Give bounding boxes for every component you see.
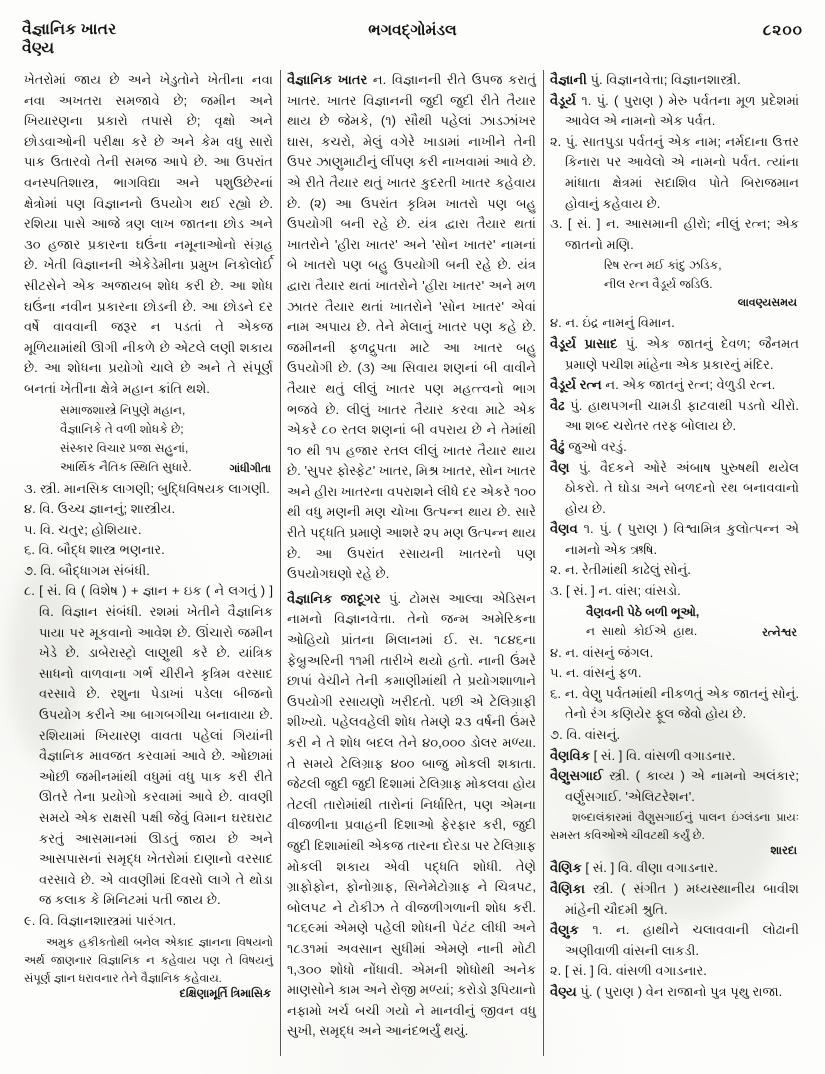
entry-definition: જુઓ વરડું. (568, 438, 627, 454)
entry-grammar: પું. (625, 335, 639, 351)
entry-definition: એક જાતનું દેવળ; જૈનમત પ્રમાણે પચીશ માંહેના એક પ્રકારનું મંદિર. (565, 335, 800, 372)
entry-grammar: ન. (565, 644, 579, 660)
sense-text: વિ. બૌદ્ધ શાસ્ત્ર ભણનાર. (38, 542, 165, 558)
entry-definition: ( પુરાણ ) વેન રાજાનો પુત્ર પૃથુ રાજા. (596, 983, 783, 999)
entry-definition: વાંસ; વાંસડો. (615, 583, 681, 599)
entry-definition: વિજ્ઞાનની રીતે ઉપજ કરાતું ખાતર. ખાતર વિજ્ઞાનની જુદી જુદી રીતે તૈયાર થાય છે જેમકે, (૧) સૌથી પહેલાં ઝાડઝાંખર ઘાસ, કચરો, મેલું વગેરે ખાડામાં નાખીને તેની ઉપર ઝાણુમાટીનું લીંપણ કરી નાખવામાં આવે છે. એ રીતે તૈયાર થતું ખાતર કુદરતી ખાતર કહેવાય છે. (૨) આ ઉપરાંત કૃત્રિમ ખાતરો પણ બહુ ઉપયોગી બની રહે છે. યંત્ર દ્વારા તૈયાર થતાં ખાતરોને 'હીરા ખાતર' અને 'સોન ખાતર' નામનાં બે ખાતરો પણ બહુ ઉપયોગી બની રહે છે. યંત્ર દ્વારા તૈયાર થતાં ખાતરોને 'હીરા ખાતર' અને મળ ઝાતર તૈયાર થતાં ખાતરોને 'સોન ખાતર' એવાં નામ અપાય છે. તેને મેલાનું ખાતર પણ કહે છે. જમીનની ફળદ્રુપતા માટે આ ખાતર બહુ ઉપયોગી છે. (૩) આ સિવાય શણનાં બી વાવીને તૈયાર થતું લીલું ખાતર પણ મહત્ત્વનો ભાગ ભજવે છે. લીલું ખાતર તૈયાર કરવા માટે એક એકરે ૮૦ રતલ શણનાં બી વપરાય છે ને તેમાંથી ૧૦ થી ૧૫ હજાર રતલ લીલું ખાતર તૈયાર થાય છે. 'સુપર ફોસ્ફેટ' ખાતર, મિશ્ર ખાતર, સોન ખાતર અને હીરા ખાતરના વપરાશને લીધે દર એકરે ૧૦૦ થી વધુ મણની મણ ચોખા ઉત્પન્ન થાય છે. સારે રીતે પદ્ધતિ પ્રમાણે આશરે ૨૫ મણ ઉત્પન્ન થાય છે. આ ઉપરાંત રસાયની ખાતરનો પણ ઉપયોગઘણો રહે છે. (287, 72, 537, 582)
continuation-paragraph: ખેતરોમાં જાય છે અને ખેડુતોને ખેતીના નવા નવા અખતરા સમજાવે છે; જમીન અને ખિયારણના પ્રકારો તપાસે છે; વૃક્ષો અને છોડવાઓની પરીક્ષા કરે છે અને કેમ વધુ સારો પાક ઉતારવો તેની સમજ આપે છે. આ ઉપરાંત વનસ્પતિશાસ્ત્ર, ભાગવિદ્યા અને પશુઉછેરનાં ક્ષેત્રોમાં પણ વિજ્ઞાનનો ઉપયોગ થઈ રહ્યો છે. રશિયા પાસે આજે ત્રણ લાખ જાતના છોડ અને ૩૦ હજાર પ્રકારના ઘઉંના નમૂનાઓનો સંગ્રહ છે. ખેતી વિજ્ઞાનની એકેડેમીના પ્રમુખ નિકોલોર્ઈ સીટસેને એક અજાયબ શોધ કરી છે. આ શોધ ઘઉંના નવીન પ્રકારના છોડની છે. આ છોડને દર વર્ષે વાવવાની જરૂર ન પડતાં તે એકજ મૂળિયામાંથી ઊગી નીકળે છે એટલે લણી શકાય છે. આ શોધના પ્રયોગો ચાલે છે અને તે સંપૂર્ણ બનતાં ખેતીના ક્ષેત્રે મહાન ક્રાંતિ થશે. (24, 72, 273, 396)
dictionary-entry (550, 458, 799, 520)
entry-definition: વાંસળી વગાડનાર. (644, 747, 736, 763)
closing-quote-citation: દક્ષિણામૂર્તિ ત્રિમાસિક (179, 987, 271, 1000)
entry-definition: વીણા વગાડનાર. (636, 860, 718, 876)
entry-definition: વૈદકને ઓરે અંબાષ પુરુષથી થયેલ ઠોકરો. તે ઘોડા અને બળદનો રથ બનાવવાનો હોય છે. (565, 459, 799, 516)
sense-number: ૯. (24, 912, 36, 928)
entry-definition: સાતપુડા પર્વતનું એક નામ; નર્મદાના ઉત્તર કિનારા પર આવેલો એ નામનો પર્વત. ત્યાંના માંધાતા ક્ષેત્રમાં સદાશિવ પોતે બિરાજમાન હોવાનું કહેવાય છે. (565, 133, 800, 211)
entry-definition: હાથપગની ચામડી ફાટવાથી પડતો ચીરો. આ શબ્દ ચરોતર તરફ બોલાય છે. (565, 397, 800, 434)
entry-headword: વૈજ્ઞાનિક જાદૂગર (287, 590, 381, 606)
entry-definition: હાથીને ચલાવવાની લોઢાની અણીવાળી વાંસની લાકડી. (565, 922, 799, 958)
entry-headword: વૈણવ (550, 521, 578, 537)
entry-quote: શબ્દાલંકારમાં વૈણુસગાઈનું પાલન ઇંગ્લંડના પ્રાયઃ સમસ્ત કવિઓએ ચીવટથી કર્યું છે. (550, 812, 799, 843)
entry-headword: વૈજ્ઞાની (550, 72, 587, 87)
sense-number: ૮. (24, 583, 35, 599)
sense-entry (24, 520, 273, 541)
sense-text: [ સં. વિ ( વિશેષ ) + જ્ઞાન + ઇક ( ને લગતું ) ] વિ. વિજ્ઞાન સંબંધી. રશમાં ખેતીને વૈજ્ઞાનિક પાયા પર મૂકવાનો આવેશ છે. ઊંચારો જમીન ખેડે છે. ડાબેરાસ્ટ્રો લાણુથી કરે છે. યાંત્રિક સાધનો વાળવાના ગર્ભ ચીરીને કૃત્રિમ વરસાદ વરસાવે છે. રશુના પેડાખાં પડેલા બીજનો ઉપયોગ કરીને આ બાગબગીચા બનાવાયા છે. રશિયામાં ખિયારણ વાવતા પહેલાં ગિયાંની વૈજ્ઞાનિક માવજત કરવામાં આવે છે. ઓછામાં ઓછી જમીનમાંથી વધુમાં વધુ પાક કરી રીતે ઊતરે તેના પ્રયોગો કરવામાં આવે છે. વાવણી સમયે એક રાક્ષસી પક્ષી જેવું વિમાન ઘરઘરાટ કરતું આસમાનમાં ઊડતું જાય છે અને આસપાસનાં સમૃદ્ધ ખેતરોમાં દાણાનો વરસાદ વરસાવે છે. એ વાવણીમાં દિવસો લાગે તે થોડા જ કલાક કે મિનિટમાં પતી જાય છે. (39, 583, 273, 908)
entry-grammar: ન. (615, 922, 630, 938)
sense-entry (550, 560, 799, 581)
entry-grammar: પું. (599, 521, 612, 537)
entry-definition: ઇંદ્ર નામનું વિમાન. (582, 315, 675, 331)
entry-grammar: સ્ત્રી. (609, 768, 630, 784)
sense-entry (550, 581, 799, 602)
entry-grammar: [ સં. ] વિ. (564, 963, 613, 979)
sense-number: ૧. (583, 521, 594, 537)
sense-entry (550, 214, 799, 255)
entry-grammar: પું. (578, 459, 591, 475)
dictionary-entry (550, 334, 799, 375)
sense-entry (24, 540, 273, 561)
entry-headword: વૈઢું (550, 438, 565, 454)
sense-number: ૭. (24, 562, 37, 578)
sense-entry (24, 911, 273, 932)
entry-headword: વૈણ (550, 459, 570, 475)
dictionary-entry (550, 437, 799, 458)
sense-entry (24, 561, 273, 582)
sense-number: ૫. (550, 665, 563, 681)
sense-text: સ્ત્રી. માનસિક લાગણી; બુદ્ધિવિષયક લાગણી. (40, 480, 270, 496)
sense-entry (550, 313, 799, 334)
sense-entry (550, 961, 799, 982)
verse-line: વૈણવની પેઠે બળી ભૂઓ, (586, 604, 700, 619)
entry-definition: ( પુરાણ ) મેરુ પર્વતના મૂળ પ્રદેશમાં આવેલ એ નામનો એક પર્વત. (565, 92, 800, 129)
sense-number: ૨. (550, 963, 562, 979)
entry-grammar: વિ. (566, 727, 582, 743)
entry-definition: રેતીમાંથી કાઢેલું સોનું. (582, 562, 691, 578)
entry-definition: વાંસનું ફળ. (582, 665, 642, 681)
entry-headword: વૈઢ (550, 397, 565, 413)
entry-definition: ( કાવ્ય ) એ નામનો અલંકાર; વર્ણુસગાઈ. 'એલિટરેશન'. (565, 768, 799, 804)
verse-citation: ગાંધીગીતા (229, 462, 271, 475)
document-title: ભગવદ્ગોમંડલ (368, 22, 457, 39)
entry-headword: વૈજ્ઞાનિક ખાતર (287, 72, 368, 87)
entry-grammar: સ્ત્રી. (592, 881, 614, 896)
verse-citation: લાવણ્યસમય (737, 297, 797, 310)
sense-entry (550, 663, 799, 684)
entry-definition: ( સંગીત ) મધ્યસ્થાનીય બાવીશ માંહેની ચૌદમી શ્રુતિ. (565, 881, 800, 917)
running-head-left-line2: વૈણ્ય (22, 40, 55, 57)
sense-entry (550, 643, 799, 664)
sense-number: ૧. (581, 92, 592, 108)
entry-grammar: પું. (580, 983, 593, 999)
entry-grammar: [ સં. ] વિ. (585, 860, 633, 876)
entry-headword: વૈણિક (550, 860, 582, 876)
dictionary-entry (550, 91, 799, 132)
entry-headword: વૈણુસગાઈ (550, 768, 604, 784)
verse-block (550, 256, 799, 294)
sense-number: ૨. (550, 133, 562, 149)
sense-number: ૬. (550, 685, 561, 701)
sense-number: ૩. (550, 583, 563, 599)
entry-quote-citation: શારદા (770, 845, 797, 858)
dictionary-entry (550, 766, 799, 807)
dictionary-entry (550, 920, 799, 961)
verse-line: વૈજ્ઞાનિકે તે વળી શોધકે છે; (60, 421, 184, 436)
sense-number: ૩. (550, 216, 563, 232)
entry-definition: વેણુ પર્વતમાંથી નીકળતું એક જાતનું સોનું. તેનો રંગ કણિયેર ફૂલ જેવો હોય છે. (565, 685, 799, 722)
dictionary-entry (550, 982, 799, 1003)
entry-definition: એક જાતનું રત્ન; વેળુડી રત્ન. (622, 377, 776, 393)
column-1 (18, 70, 281, 1056)
entry-grammar: પું. (590, 72, 603, 87)
sense-number: ૬. (24, 542, 35, 558)
sense-number: ૪. (24, 501, 36, 517)
entry-definition: ટોમસ આલ્વા એડિસન નામનો વિજ્ઞાનવેત્તા. તેનો જન્મ અમેરિકના ઓહિયો પ્રાંતના મિલાનમાં ઈ. સ. ૧૮૪૬ના ફેબ્રુઅરિની ૧૧મી તારીખે થયો હતો. નાની ઉંમરે છાપાં વેચીને તેની કમાણીમાંથી તે પ્રયોગશાળાને ઉપયોગી રસાયણો ખરીદતો. પછી એ ટેલિગ્રાફી શીખ્યો. પહેલવહેલી શોધ તેમણે ૨૩ વર્ષની ઉંમરે કરી ને તે શોધ બદલ તેને ૪૦,૦૦૦ ડોલર મળ્યા. તે સમયે ટેલિગ્રાફ ૪૦૦ બાજુ મોકલી શકાતા. જેટલી જુદી જુદી દિશામાં ટેલિગ્રાફ મોકલવા હોય તેટલી તારોમાંથી તારોનાં નિર્ધારિત, પણ એમના વીજળીના પ્રવાહની દિશાઓ ફેરફાર કરી, જુદી જુદી દિશામાંથી એકજ તારના દોરડા પર ટેલિગ્રાફ મોકલી શકાય એવી પદ્ધતિ શોધી. તેણે ગ્રાફોફોન, ફોનોગ્રાફ, સિનેમેટોગ્રાફ ને ચિત્રપટ, બોલપટ ને ટોકીઝ તે વીજળીગળાની શોધ કરી. ૧૮૬૯માં એમણે પહેલી શોધની પેટંટ લીધી અને ૧૮૩૧માં અવસાન સુધીમાં એમણે નાની મોટી ૧,૩૦૦ શોધો નોંધાવી. એમની શોધોથી અનેક માણસોને કામ અને રોજી મળ્યાં; કરોડો રૂપિયાનો નફામો ખર્ચ બચી ગયો ને માનવીનું જીવન વધુ સુખી, સમૃદ્ધ અને આનંદભર્યું થયું. (287, 590, 537, 1039)
dictionary-entry (550, 858, 799, 879)
entry-definition: વાંસનું જંગલ. (582, 644, 654, 660)
entry-headword: વૈણુક (550, 922, 579, 938)
sense-text: વિ. ચતુર; હોશિયાર. (39, 521, 142, 537)
entry-definition: વાંસળી વગાડનાર. (615, 963, 707, 979)
entry-definition: આસમાની હીરો; નીલું રત્ન; એક જાતનો મણિ. (565, 216, 800, 252)
entry-headword: વૈણિકા (550, 881, 585, 896)
entry-grammar: ન. (565, 315, 579, 331)
entry-definition: વિજ્ઞાનવેત્તા; વિજ્ઞાનશાસ્ત્રી. (606, 72, 741, 87)
verse-line: સમાજશાસ્ત્રે નિપુણે મહાન, (60, 402, 186, 417)
sense-number: ૫. (24, 521, 37, 537)
running-head-left-line1: વૈજ્ઞાનિક ખાતર (22, 21, 117, 38)
sense-entry (550, 725, 799, 746)
entry-grammar: [ સં. ] વિ. (593, 747, 641, 763)
entry-headword: વૈડૂર્ય રત્ન (550, 377, 602, 393)
entry-grammar: પું. (596, 92, 609, 108)
verse-line: રિષ રત્ન મઈ કાંદુ ઝડિક, (604, 258, 722, 273)
sense-number: ૨. (550, 562, 562, 578)
dictionary-entry (550, 375, 799, 396)
verse-line: નીલ રત્ન વૈડૂર્ય જડિઉ. (604, 277, 713, 292)
entry-grammar: ન. (372, 72, 387, 87)
dictionary-entry (287, 589, 536, 1042)
sense-entry (24, 581, 273, 911)
dictionary-entry (550, 879, 799, 920)
entry-grammar: ન. (565, 665, 580, 681)
dictionary-entry (550, 746, 799, 767)
sense-entry (24, 499, 273, 520)
sense-text: વિ. વિજ્ઞાનશાસ્ત્રમાં પારંગત. (39, 912, 177, 928)
entry-grammar: ન. (564, 685, 579, 701)
entry-grammar: પું. (570, 397, 583, 413)
sense-number: ૭. (550, 727, 563, 743)
closing-quote: અમુક હકીકતોથી બનેલ એકાદ જ્ઞાનના વિષયનો અર્થ જાણનાર વિજ્ઞાનિક ન કહેવાય પણ તે વિષયનું સંપૂર્ણ જ્ઞાન ધરાવનાર તેને વૈજ્ઞાનિક કહેવાય. (24, 936, 273, 985)
running-head (22, 20, 803, 68)
entry-definition: વાંસનું. (584, 727, 621, 743)
entry-grammar: [ સં. ] ન. (566, 583, 612, 599)
sense-number: ૪. (550, 315, 562, 331)
sense-entry (550, 684, 799, 725)
verse-line: ન સાથો કોઈએ હાથ. (586, 623, 698, 638)
entry-headword: વૈણવિક (550, 747, 590, 763)
verse-line: સંસ્કાર વિચાર પ્રજા સહુનાં, (60, 440, 189, 455)
page-number: ૮૨૦૦ (762, 22, 803, 39)
entry-grammar: ન. (564, 562, 579, 578)
entry-grammar: [ સં. ] ન. (567, 216, 620, 232)
column-2 (281, 70, 544, 1056)
entry-grammar: પું. (388, 590, 402, 606)
dictionary-entry (550, 70, 799, 91)
sense-number: ૧. (592, 922, 603, 938)
entry-definition: ( પુરાણ ) વિશ્વામિત્ર કુલોત્પન્ન એ નામનો એક ઋષિ. (565, 521, 800, 557)
entry-headword: વૈડૂર્ય પ્રાસાદ (550, 335, 618, 351)
sense-entry (550, 132, 799, 214)
sense-entry (24, 479, 273, 500)
entry-headword: વૈણ્ય (550, 983, 577, 999)
verse-line: આર્થિક નૈતિક સ્થિતિ સુધારે. (60, 459, 192, 474)
entry-grammar: ન. (605, 377, 619, 393)
sense-number: ૩. (24, 480, 37, 496)
entry-grammar: પું. (565, 133, 578, 149)
entry-headword: વૈડૂર્ય (550, 92, 577, 108)
verse-citation: રત્નેશ્વર (762, 626, 797, 639)
dictionary-entry (287, 70, 536, 585)
column-3 (544, 70, 807, 1056)
dictionary-entry (550, 519, 799, 560)
sense-text: વિ. બૌદ્ધાગમ સંબંધી. (40, 562, 150, 578)
column-container (18, 70, 808, 1056)
dictionary-entry (550, 396, 799, 437)
sense-text: વિ. ઉચ્ચ જ્ઞાનનું; શાસ્ત્રીય. (39, 501, 176, 517)
sense-number: ૪. (550, 644, 562, 660)
